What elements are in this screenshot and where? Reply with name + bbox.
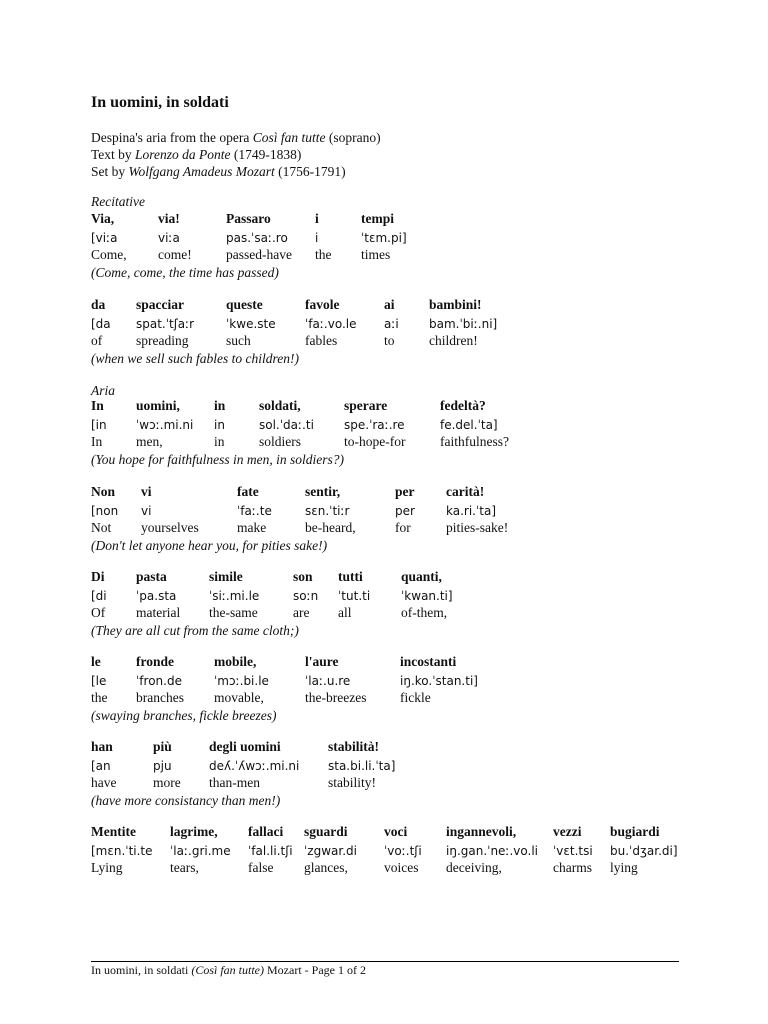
ipa-transcription-row	[91, 842, 691, 860]
italian-word: degli uomini	[209, 739, 281, 754]
italian-word: ai	[384, 297, 395, 312]
italian-word: ingannevoli,	[446, 824, 517, 839]
italian-word-row	[91, 739, 691, 757]
footer-divider	[91, 961, 679, 962]
aria-metadata	[91, 129, 381, 180]
italian-word: stabilità!	[328, 739, 380, 754]
ipa-transcription: [viːa	[91, 231, 118, 245]
italian-word: carità!	[446, 484, 485, 499]
italian-word-row	[91, 211, 691, 229]
ipa-transcription: iŋ.gan.ˈneː.vo.li	[446, 844, 539, 858]
italian-word: sperare	[344, 398, 388, 413]
english-gloss: Lying	[91, 860, 123, 875]
italian-word: per	[395, 484, 415, 499]
italian-word: Via,	[91, 211, 115, 226]
ipa-transcription: ˈvoː.tʃi	[384, 844, 422, 858]
free-translation: (Come, come, the time has passed)	[91, 265, 279, 280]
italian-word: vezzi	[553, 824, 582, 839]
italian-word: uomini,	[136, 398, 180, 413]
english-gloss: passed-have	[226, 247, 292, 262]
english-gloss: to	[384, 333, 395, 348]
english-gloss: than-men	[209, 775, 260, 790]
italian-word: in	[214, 398, 226, 413]
ipa-transcription: spat.ˈtʃaːr	[136, 317, 195, 331]
english-gloss: pities-sake!	[446, 520, 509, 535]
ipa-transcription-row	[91, 416, 691, 434]
ipa-transcription: ˈkwan.ti]	[401, 589, 453, 603]
ipa-transcription: aːi	[384, 317, 399, 331]
english-gloss: all	[338, 605, 352, 620]
english-gloss: glances,	[304, 860, 348, 875]
english-gloss: more	[153, 775, 181, 790]
english-gloss: the-breezes	[305, 690, 367, 705]
english-gloss: have	[91, 775, 117, 790]
italian-word: queste	[226, 297, 263, 312]
ipa-transcription-row	[91, 502, 691, 520]
ipa-transcription: per	[395, 504, 415, 518]
ipa-transcription: [da	[91, 317, 111, 331]
english-gloss: movable,	[214, 690, 264, 705]
italian-word-row	[91, 569, 691, 587]
italian-word: Mentite	[91, 824, 136, 839]
english-gloss: Of	[91, 605, 106, 620]
italian-word: l'aure	[305, 654, 339, 669]
ipa-transcription-row	[91, 672, 691, 690]
english-gloss: make	[237, 520, 267, 535]
ipa-transcription: sta.bi.li.ˈta]	[328, 759, 396, 773]
italian-word: han	[91, 739, 113, 754]
page-footer: In uomini, in soldati (Così fan tutte) Mozart - Page 1 of 2	[91, 963, 366, 977]
ipa-transcription: ˈfron.de	[136, 674, 182, 688]
english-gloss: Come,	[91, 247, 127, 262]
ipa-transcription: ˈzgwar.di	[304, 844, 357, 858]
english-gloss-row	[91, 520, 691, 538]
ipa-transcription: ˈvɛt.tsi	[553, 844, 593, 858]
english-gloss: material	[136, 605, 181, 620]
italian-word: fedeltà?	[440, 398, 486, 413]
ipa-transcription: [an	[91, 759, 111, 773]
free-translation: (when we sell such fables to children!)	[91, 351, 299, 366]
italian-word: bugiardi	[610, 824, 660, 839]
english-gloss: deceiving,	[446, 860, 502, 875]
italian-word: In	[91, 398, 104, 413]
italian-word: fallaci	[248, 824, 284, 839]
section-label-aria: Aria	[91, 383, 116, 398]
ipa-transcription-row	[91, 315, 691, 333]
english-gloss-row	[91, 605, 691, 623]
ipa-transcription-row	[91, 757, 691, 775]
ipa-transcription-row	[91, 587, 691, 605]
ipa-transcription: ˈkwe.ste	[226, 317, 276, 331]
english-gloss: soldiers	[259, 434, 301, 449]
english-gloss: the-same	[209, 605, 258, 620]
italian-word: Non	[91, 484, 116, 499]
english-gloss-row	[91, 247, 691, 265]
italian-word: simile	[209, 569, 243, 584]
italian-word: soldati,	[259, 398, 301, 413]
ipa-transcription: [mɛn.ˈti.te	[91, 844, 153, 858]
italian-word: da	[91, 297, 106, 312]
italian-word: quanti,	[401, 569, 442, 584]
ipa-transcription: ˈlaː.u.re	[305, 674, 351, 688]
ipa-transcription: in	[214, 418, 225, 432]
librettist-line: Text by Lorenzo da Ponte (1749-1838)	[91, 147, 302, 162]
italian-word-row	[91, 297, 691, 315]
italian-word: pasta	[136, 569, 167, 584]
english-gloss: false	[248, 860, 274, 875]
english-gloss-row	[91, 775, 691, 793]
opera-line: Despina's aria from the opera Così fan tutte (soprano)	[91, 130, 381, 145]
italian-word: più	[153, 739, 172, 754]
italian-word: sentir,	[305, 484, 341, 499]
stanza	[91, 739, 691, 811]
ipa-transcription: deʎ.ˈʎwɔː.mi.ni	[209, 759, 300, 773]
ipa-transcription: ˈpa.sta	[136, 589, 177, 603]
english-gloss: fickle	[400, 690, 431, 705]
page-title: In uomini, in soldati	[91, 94, 229, 111]
english-gloss: of	[91, 333, 103, 348]
english-gloss: faithfulness?	[440, 434, 509, 449]
english-gloss: such	[226, 333, 251, 348]
italian-word-row	[91, 484, 691, 502]
ipa-transcription: sɛn.ˈtiːr	[305, 504, 350, 518]
italian-word: fate	[237, 484, 259, 499]
ipa-transcription: pas.ˈsaː.ro	[226, 231, 288, 245]
ipa-transcription: bam.ˈbiː.ni]	[429, 317, 498, 331]
ipa-transcription: iŋ.ko.ˈstan.ti]	[400, 674, 478, 688]
free-translation: (Don't let anyone hear you, for pities sake!)	[91, 538, 328, 553]
english-gloss: the	[91, 690, 108, 705]
stanza	[91, 297, 691, 369]
english-gloss: Not	[91, 520, 112, 535]
italian-word: le	[91, 654, 101, 669]
free-translation: (have more consistancy than men!)	[91, 793, 281, 808]
ipa-transcription: [non	[91, 504, 119, 518]
english-gloss: stability!	[328, 775, 376, 790]
italian-word-row	[91, 398, 691, 416]
italian-word: mobile,	[214, 654, 257, 669]
ipa-transcription: i	[315, 231, 319, 245]
ipa-transcription: ka.ri.ˈta]	[446, 504, 497, 518]
italian-word: fronde	[136, 654, 175, 669]
stanza	[91, 824, 691, 878]
stanza	[91, 654, 691, 726]
italian-word: Di	[91, 569, 105, 584]
composer-line: Set by Wolfgang Amadeus Mozart (1756-1791)	[91, 164, 346, 179]
english-gloss: men,	[136, 434, 163, 449]
italian-word: sguardi	[304, 824, 348, 839]
ipa-transcription-row	[91, 229, 691, 247]
english-gloss: come!	[158, 247, 192, 262]
english-gloss: branches	[136, 690, 184, 705]
ipa-transcription: ˈtɛm.pi]	[361, 231, 407, 245]
english-gloss: children!	[429, 333, 478, 348]
italian-word: favole	[305, 297, 340, 312]
italian-word: incostanti	[400, 654, 457, 669]
english-gloss: for	[395, 520, 411, 535]
free-translation: (swaying branches, fickle breezes)	[91, 708, 277, 723]
english-gloss: tears,	[170, 860, 199, 875]
ipa-transcription: ˈfaː.te	[237, 504, 272, 518]
english-gloss-row	[91, 860, 691, 878]
ipa-transcription: ˈfaː.vo.le	[305, 317, 357, 331]
ipa-transcription: spe.ˈraː.re	[344, 418, 405, 432]
ipa-transcription: bu.ˈdʒar.di]	[610, 844, 678, 858]
section-label-recitative: Recitative	[91, 194, 145, 209]
english-gloss: fables	[305, 333, 338, 348]
ipa-transcription: ˈsiː.mi.le	[209, 589, 260, 603]
ipa-transcription: [di	[91, 589, 107, 603]
ipa-transcription: vi	[141, 504, 152, 518]
italian-word-row	[91, 824, 691, 842]
english-gloss: charms	[553, 860, 592, 875]
stanza	[91, 211, 691, 283]
english-gloss: of-them,	[401, 605, 448, 620]
italian-word: Passaro	[226, 211, 271, 226]
ipa-transcription: ˈwɔː.mi.ni	[136, 418, 194, 432]
english-gloss: voices	[384, 860, 419, 875]
ipa-transcription: viːa	[158, 231, 180, 245]
italian-word: lagrime,	[170, 824, 218, 839]
italian-word: via!	[158, 211, 180, 226]
free-translation: (They are all cut from the same cloth;)	[91, 623, 299, 638]
italian-word: son	[293, 569, 313, 584]
ipa-transcription: [in	[91, 418, 107, 432]
italian-word: spacciar	[136, 297, 184, 312]
english-gloss-row	[91, 690, 691, 708]
ipa-transcription: pju	[153, 759, 172, 773]
stanza	[91, 484, 691, 556]
free-translation: (You hope for faithfulness in men, in soldiers?)	[91, 452, 345, 467]
italian-word: i	[315, 211, 319, 226]
english-gloss-row	[91, 434, 691, 452]
ipa-transcription: [le	[91, 674, 107, 688]
ipa-transcription: ˈfal.li.tʃi	[248, 844, 293, 858]
english-gloss: spreading	[136, 333, 189, 348]
ipa-transcription: fe.del.ˈta]	[440, 418, 498, 432]
english-gloss-row	[91, 333, 691, 351]
english-gloss: yourselves	[141, 520, 199, 535]
english-gloss: the	[315, 247, 332, 262]
english-gloss: to-hope-for	[344, 434, 406, 449]
stanza	[91, 398, 691, 470]
ipa-transcription: ˈmɔː.bi.le	[214, 674, 269, 688]
ipa-transcription: soːn	[293, 589, 319, 603]
english-gloss: are	[293, 605, 310, 620]
italian-word-row	[91, 654, 691, 672]
ipa-transcription: ˈlaː.gri.me	[170, 844, 231, 858]
english-gloss: in	[214, 434, 225, 449]
italian-word: tutti	[338, 569, 363, 584]
italian-word: bambini!	[429, 297, 482, 312]
english-gloss: be-heard,	[305, 520, 356, 535]
italian-word: vi	[141, 484, 152, 499]
ipa-transcription: ˈtut.ti	[338, 589, 371, 603]
stanza	[91, 569, 691, 641]
english-gloss: times	[361, 247, 391, 262]
italian-word: voci	[384, 824, 408, 839]
english-gloss: lying	[610, 860, 638, 875]
ipa-transcription: sol.ˈdaː.ti	[259, 418, 314, 432]
english-gloss: In	[91, 434, 103, 449]
italian-word: tempi	[361, 211, 394, 226]
